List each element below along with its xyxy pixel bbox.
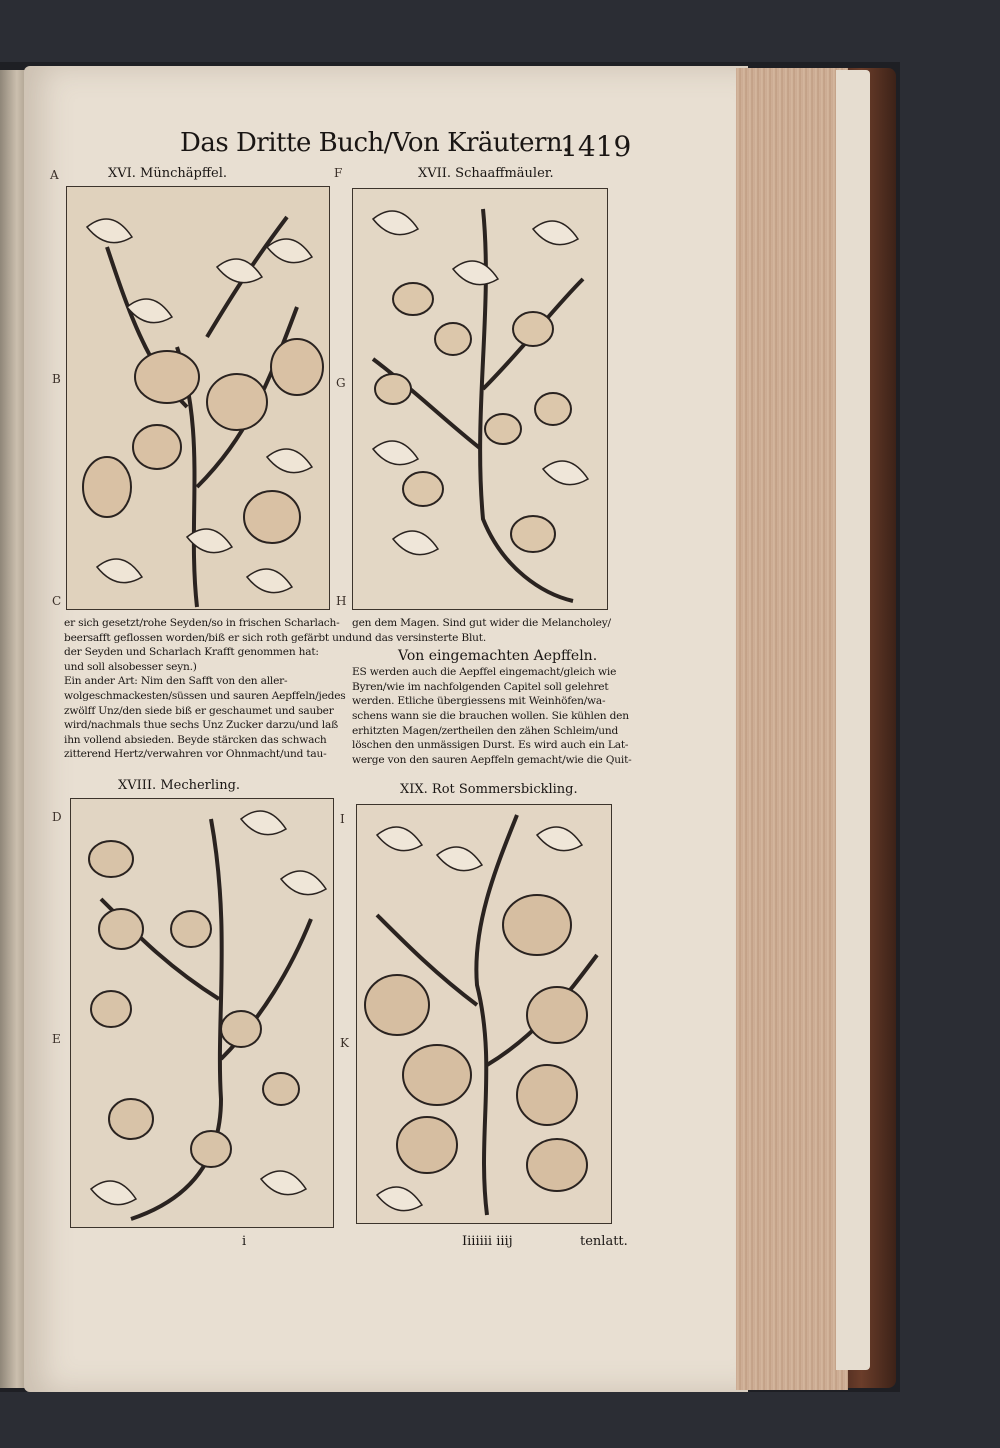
right-line-2: Byren/wie im nachfolgenden Capitel soll gelehret: [352, 680, 609, 693]
margin-letter-a: A: [50, 168, 59, 182]
margin-letter-b: B: [52, 372, 61, 386]
section-heading: Von eingemachten Aepffeln.: [398, 648, 598, 665]
left-text-column: [64, 616, 352, 762]
margin-letter-e: E: [52, 1032, 61, 1046]
margin-letter-f: F: [334, 166, 343, 180]
right-line-5: erhitzten Magen/zertheilen den zähen Schleim/und: [352, 724, 619, 737]
figure-caption-xix: XIX. Rot Sommersbickling.: [400, 782, 578, 797]
woodcut-mecherling: [70, 798, 334, 1228]
signature-mark: Iiiiiii iiij: [462, 1234, 513, 1249]
running-title: Das Dritte Buch/Von Kräutern.: [180, 128, 570, 158]
left-line-6: wolgeschmackesten/süssen und sauren Aepffeln/jedes: [64, 689, 346, 702]
page-edges: [736, 68, 848, 1390]
left-line-10: zitterend Hertz/verwahren vor Ohnmacht/und tau-: [64, 748, 327, 761]
page-edge-highlight: [836, 70, 870, 1370]
right-text-column: [352, 616, 632, 767]
margin-letter-k: K: [340, 1036, 349, 1050]
left-line-9: ihn vollend absieden. Beyde stärcken das schwach: [64, 733, 327, 746]
woodcut-rot-sommersbickling: [356, 804, 612, 1224]
left-line-3: der Seyden und Scharlach Krafft genommen hat:: [64, 646, 319, 659]
woodcut-schaaffmauler: [352, 188, 608, 610]
margin-letter-d: D: [52, 810, 62, 824]
right-line-6: löschen den unmässigen Durst. Es wird auch ein Lat-: [352, 739, 629, 752]
figure-caption-xvi: XVI. Münchäpffel.: [108, 166, 228, 181]
footer-mark: i: [242, 1234, 247, 1249]
right-line-7: werge von den sauren Aepffeln gemacht/wie die Quit-: [352, 753, 632, 766]
woodcut-munchapffel: [66, 186, 330, 610]
figure-caption-xviii: XVIII. Mecherling.: [118, 778, 241, 793]
margin-letter-h: H: [336, 594, 347, 608]
left-line-8: wird/nachmals thue sechs Unz Zucker darzu/und laß: [64, 719, 338, 732]
right-top-line-1: gen dem Magen. Sind gut wider die Melancholey/: [352, 617, 611, 629]
right-line-3: werden. Etliche übergiessens mit Weinhöfen/wa-: [352, 695, 606, 708]
margin-letter-g: G: [336, 376, 346, 390]
right-line-4: schens wann sie die brauchen wollen. Sie kühlen den: [352, 709, 629, 722]
right-line-1: ES werden auch die Aepffel eingemacht/gleich wie: [352, 666, 617, 679]
page-number: 1419: [560, 130, 632, 163]
left-line-7: zwölff Unz/den siede biß er geschaumet und sauber: [64, 704, 334, 717]
left-line-1: er sich gesetzt/rohe Seyden/so in frischen Scharlach-: [64, 617, 340, 629]
left-line-4: und soll alsobesser seyn.): [64, 660, 197, 673]
margin-letter-i: I: [340, 812, 345, 826]
figure-caption-xvii: XVII. Schaaffmäuler.: [418, 166, 554, 181]
catchword: tenlatt.: [580, 1234, 628, 1249]
margin-letter-c: C: [52, 594, 62, 608]
left-line-2: beersafft geflossen worden/biß er sich roth gefärbt und: [64, 631, 352, 644]
right-top-line-2: und das versinsterte Blut.: [352, 631, 487, 644]
left-line-5: Ein ander Art: Nim den Safft von den aller-: [64, 675, 288, 688]
